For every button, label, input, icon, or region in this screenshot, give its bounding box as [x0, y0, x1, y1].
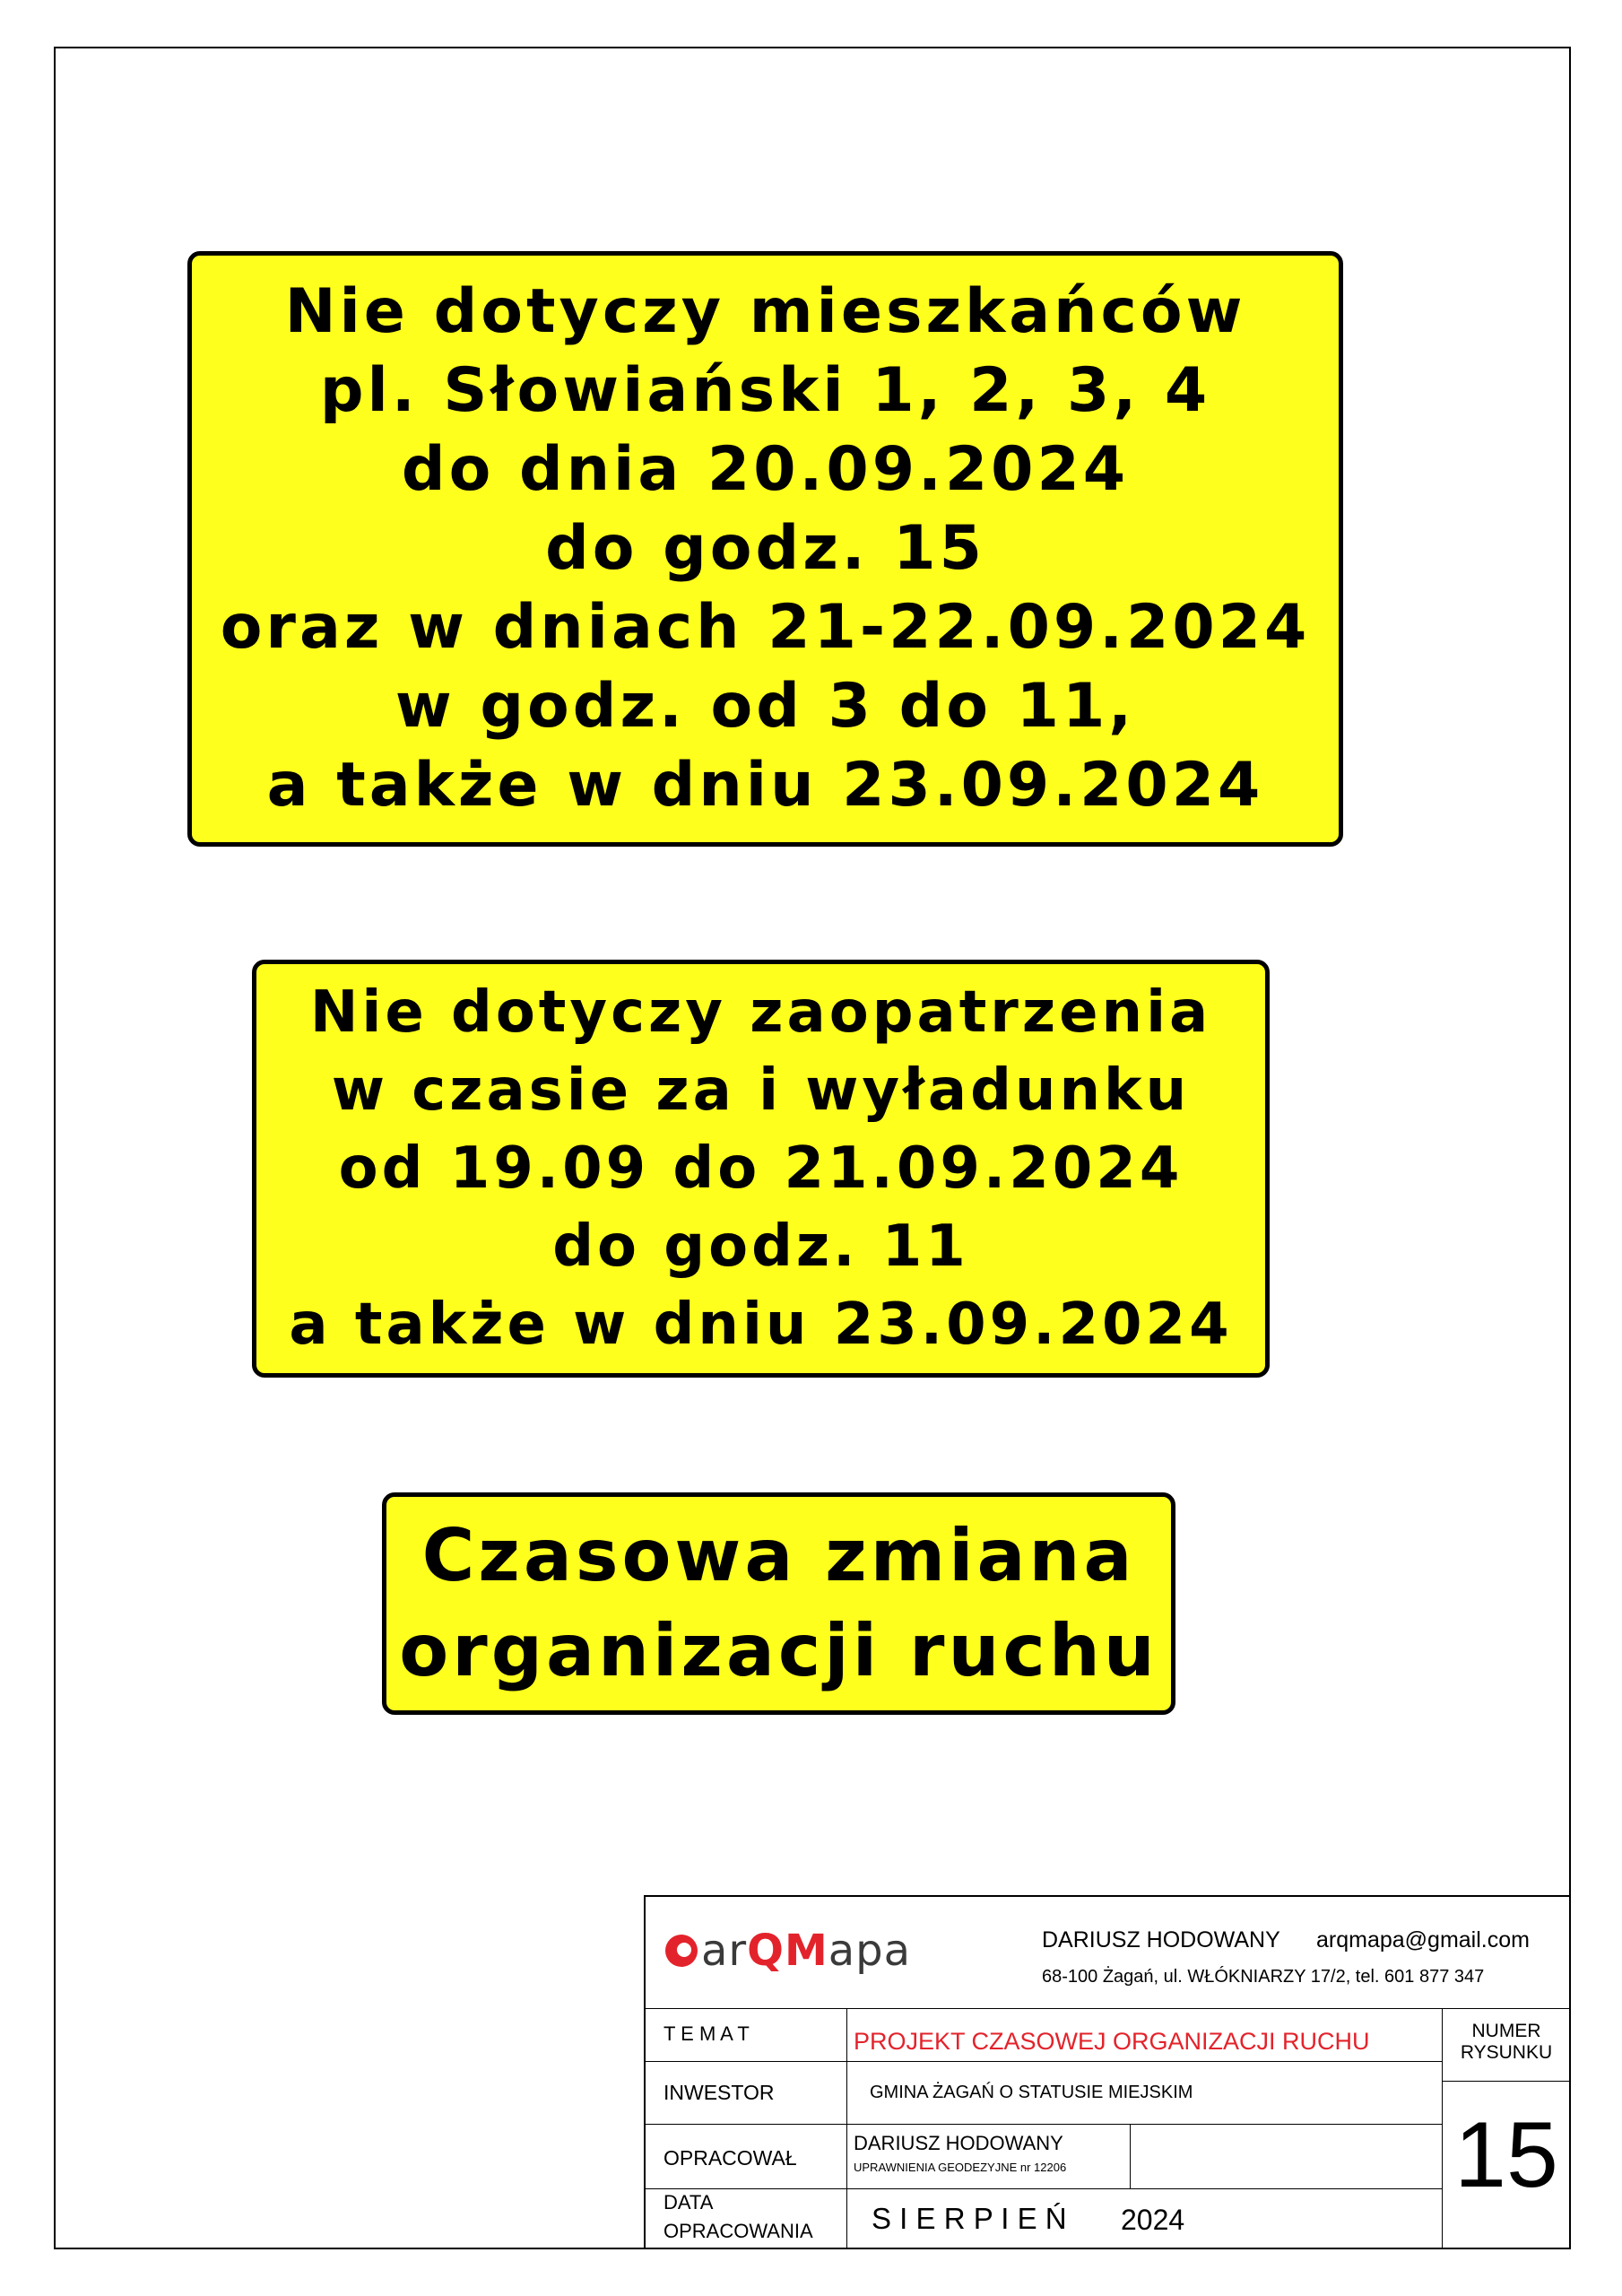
sign-line: a także w dniu 23.09.2024 — [266, 750, 1264, 821]
company-name: DARIUSZ HODOWANY — [1042, 1927, 1280, 1952]
data-month: S I E R P I E Ń — [872, 2202, 1067, 2235]
logo-text-accent: QM — [747, 1926, 828, 1976]
title-block-divider — [646, 2188, 1442, 2189]
numer-label: NUMER — [1471, 2021, 1541, 2041]
sign-line: w czasie za i wyładunku — [331, 1057, 1191, 1124]
data-label: DATA — [664, 2191, 714, 2213]
drawing-number: 15 — [1454, 2103, 1558, 2207]
sign-line: Nie dotyczy mieszkańców — [284, 276, 1246, 347]
opracowal-name: DARIUSZ HODOWANY — [854, 2132, 1063, 2154]
sign-temporary-change — [382, 1492, 1175, 1715]
sign-delivery-exemption — [252, 960, 1270, 1378]
company-email: arqmapa@gmail.com — [1316, 1927, 1530, 1952]
sign-line: do godz. 15 — [545, 513, 985, 584]
sign-line: do dnia 20.09.2024 — [401, 434, 1130, 505]
data-label-2: OPRACOWANIA — [664, 2220, 813, 2242]
company-logo — [665, 1922, 1024, 1979]
sign-line: w godz. od 3 do 11, — [395, 671, 1136, 742]
title-block-divider — [846, 2008, 847, 2249]
title-block-divider — [1130, 2124, 1131, 2188]
inwestor-value: GMINA ŻAGAŃ O STATUSIE MIEJSKIM — [870, 2083, 1193, 2102]
opracowal-label: OPRACOWAŁ — [664, 2146, 797, 2170]
data-year: 2024 — [1121, 2204, 1185, 2236]
title-block-divider — [646, 2008, 1571, 2009]
sign-residents-exemption — [187, 251, 1343, 847]
logo-text: apa — [828, 1926, 912, 1976]
temat-label: T E M A T — [664, 2022, 750, 2045]
sign-line: oraz w dniach 21-22.09.2024 — [220, 592, 1311, 663]
sign-line: do godz. 11 — [552, 1213, 969, 1280]
sign-line: pl. Słowiański 1, 2, 3, 4 — [319, 355, 1211, 426]
temat-value: PROJEKT CZASOWEJ ORGANIZACJI RUCHU — [854, 2028, 1370, 2055]
sign-line: Czasowa zmiana — [421, 1514, 1136, 1597]
logo-mark-icon — [665, 1935, 698, 1967]
logo-text: ar — [701, 1926, 748, 1976]
sign-line: a także w dniu 23.09.2024 — [289, 1291, 1233, 1358]
inwestor-label: INWESTOR — [664, 2081, 775, 2104]
title-block — [644, 1895, 1571, 2249]
sign-line: od 19.09 do 21.09.2024 — [338, 1135, 1184, 1202]
title-block-divider — [1442, 2081, 1571, 2082]
sign-line: Nie dotyczy zaopatrzenia — [309, 978, 1212, 1046]
rysunku-label: RYSUNKU — [1460, 2042, 1553, 2063]
title-block-divider — [646, 2061, 1442, 2062]
opracowal-license: UPRAWNIENIA GEODEZYJNE nr 12206 — [854, 2161, 1067, 2174]
title-block-divider — [646, 2124, 1442, 2125]
sign-line: organizacji ruchu — [399, 1609, 1158, 1692]
company-address: 68-100 Żagań, ul. WŁÓKNIARZY 17/2, tel. 601 877 347 — [1042, 1967, 1485, 1987]
